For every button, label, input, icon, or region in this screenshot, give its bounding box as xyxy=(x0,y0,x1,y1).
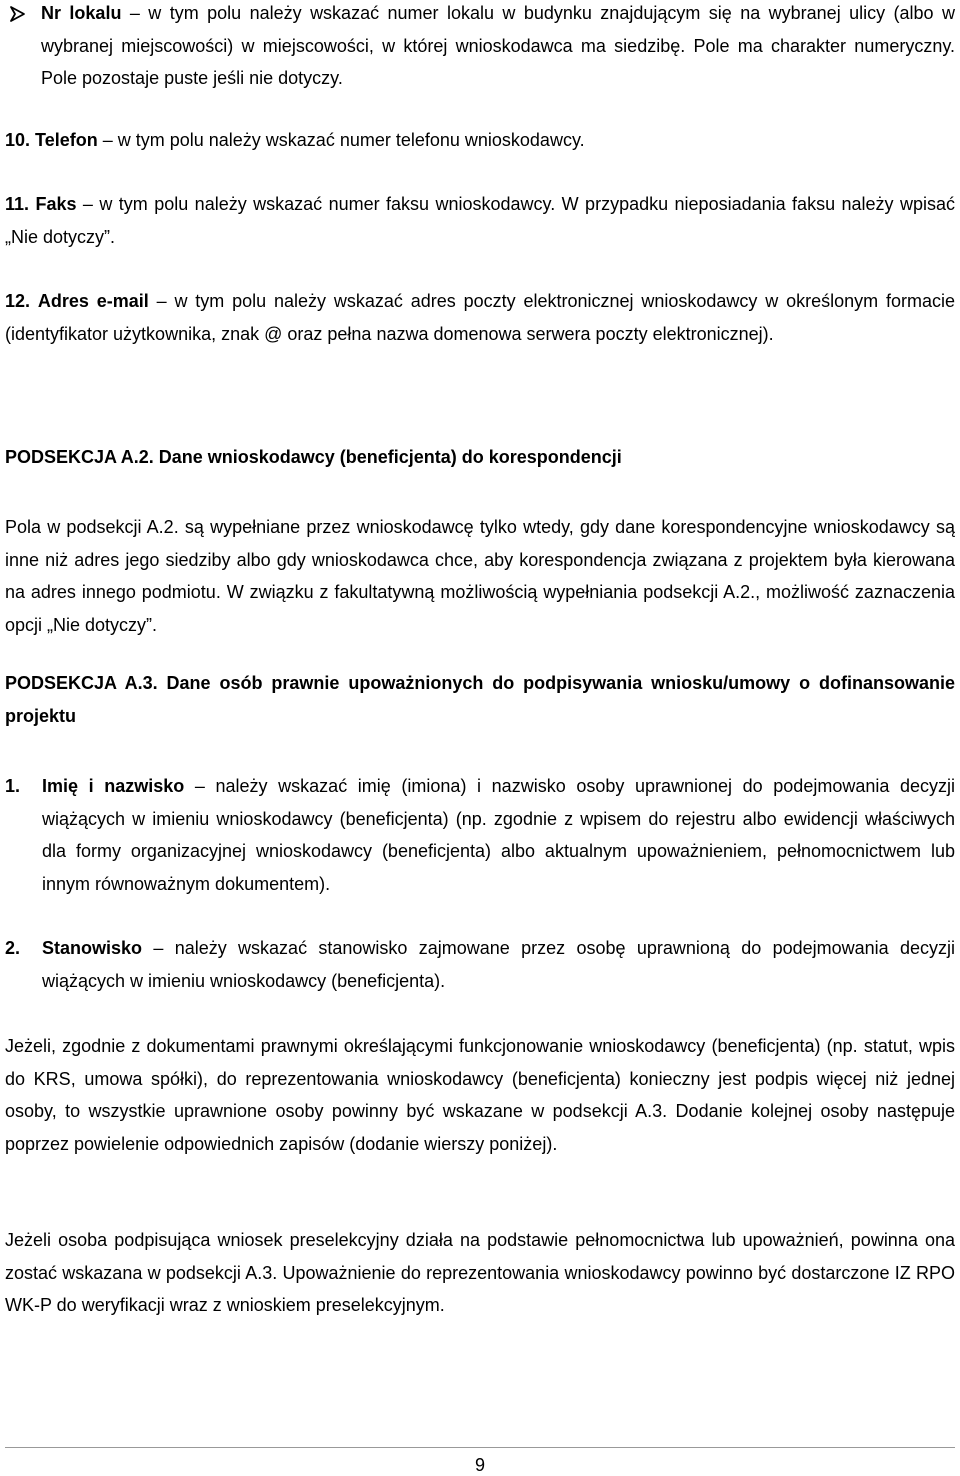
item-12-text: – w tym polu należy wskazać adres poczty elektronicznej wnioskodawcy w określonym formacie (identyfikator użytkownika, znak @ oraz pełna nazwa domenowa serwera poczty elektronicznej). xyxy=(5,291,955,344)
section-a3-item-2 xyxy=(5,932,955,998)
footer-divider xyxy=(5,1447,955,1448)
section-a3-heading: PODSEKCJA A.3. Dane osób prawnie upoważnionych do podpisywania wniosku/umowy o dofinansowanie projektu xyxy=(5,673,955,726)
item-10-number: 10. xyxy=(5,130,31,150)
item-10 xyxy=(5,124,955,157)
item-11-label: Faks xyxy=(35,194,77,214)
item-11-number: 11. xyxy=(5,194,30,214)
section-a3-item-2-text: – należy wskazać stanowisko zajmowane przez osobę uprawnioną do podejmowania decyzji wiążących w imieniu wnioskodawcy (beneficjenta). xyxy=(42,938,955,991)
item-nr-lokalu-text: – w tym polu należy wskazać numer lokalu w budynku znajdującym się na wybranej ulicy (albo w wybranej miejscowości) w miejscowości, w której wnioskodawca ma siedzibę. Pole ma charakter numeryczny. Pole pozostaje puste jeśli nie dotyczy. xyxy=(41,3,955,88)
page-number: 9 xyxy=(474,1455,485,1475)
section-a3-paragraph-2: Jeżeli osoba podpisująca wniosek preselekcyjny działa na podstawie pełnomocnictwa lub upoważnień, powinna ona zostać wskazana w podsekcji A.3. Upoważnienie do reprezentowania wnioskodawcy powinno być dostarczone IZ RPO WK-P do weryfikacji wraz z wnioskiem preselekcyjnym. xyxy=(5,1230,955,1315)
section-a3-item-1-text: – należy wskazać imię (imiona) i nazwisko osoby uprawnionej do podejmowania decyzji wiążących w imieniu wnioskodawcy (beneficjenta) (np. zgodnie z wpisem do rejestru albo ewidencji właściwych dla formy organizacyjnej wnioskodawcy (beneficjenta) albo aktualnym upoważnieniem, pełnomocnictwem lub innym równoważnym dokumentem). xyxy=(42,776,955,894)
section-a3-item-2-label: Stanowisko xyxy=(42,938,143,958)
item-12-label: Adres e-mail xyxy=(37,291,149,311)
section-a3-item-1-label: Imię i nazwisko xyxy=(42,776,185,796)
item-12-number: 12. xyxy=(5,291,31,311)
section-a3-item-1-number: 1. xyxy=(5,776,21,796)
section-a3-paragraph-1: Jeżeli, zgodnie z dokumentami prawnymi określającymi funkcjonowanie wnioskodawcy (beneficjenta) (np. statut, wpis do KRS, umowa spółki), do reprezentowania wnioskodawcy (beneficjenta) konieczny jest podpis więcej niż jednej osoby, to wszystkie uprawnione osoby powinny być wskazane w podsekcji A.3. Dodanie kolejnej osoby następuje poprzez powielenie odpowiednich zapisów (dodanie wierszy poniżej). xyxy=(5,1036,955,1154)
section-a2-heading: PODSEKCJA A.2. Dane wnioskodawcy (beneficjenta) do korespondencji xyxy=(5,447,622,467)
item-10-label: Telefon xyxy=(35,130,98,150)
section-a3-item-1 xyxy=(5,770,955,902)
item-nr-lokalu-label: Nr lokalu xyxy=(41,3,122,23)
item-11 xyxy=(5,188,955,253)
section-a3-item-2-number: 2. xyxy=(5,938,21,958)
item-11-text-b: W przypadku nieposiadania faksu należy wpisać „Nie dotyczy”. xyxy=(5,194,955,247)
bullet-arrow-icon xyxy=(8,4,28,24)
item-11-text-a: – w tym polu należy wskazać numer faksu wnioskodawcy. xyxy=(76,194,562,214)
section-a2-paragraph: Pola w podsekcji A.2. są wypełniane przez wnioskodawcę tylko wtedy, gdy dane korespondencyjne wnioskodawcy są inne niż adres jego siedziby albo gdy wnioskodawca chce, aby korespondencja związana z projektem była kierowana na adres innego podmiotu. W związku z fakultatywną możliwością wypełniania podsekcji A.2., możliwość zaznaczenia opcji „Nie dotyczy”. xyxy=(5,517,955,635)
section-a3-item-1-body xyxy=(42,770,955,900)
item-nr-lokalu xyxy=(41,0,955,95)
item-10-text: – w tym polu należy wskazać numer telefonu wnioskodawcy. xyxy=(97,130,585,150)
item-12 xyxy=(5,285,955,350)
section-a3-item-2-body xyxy=(42,932,955,997)
